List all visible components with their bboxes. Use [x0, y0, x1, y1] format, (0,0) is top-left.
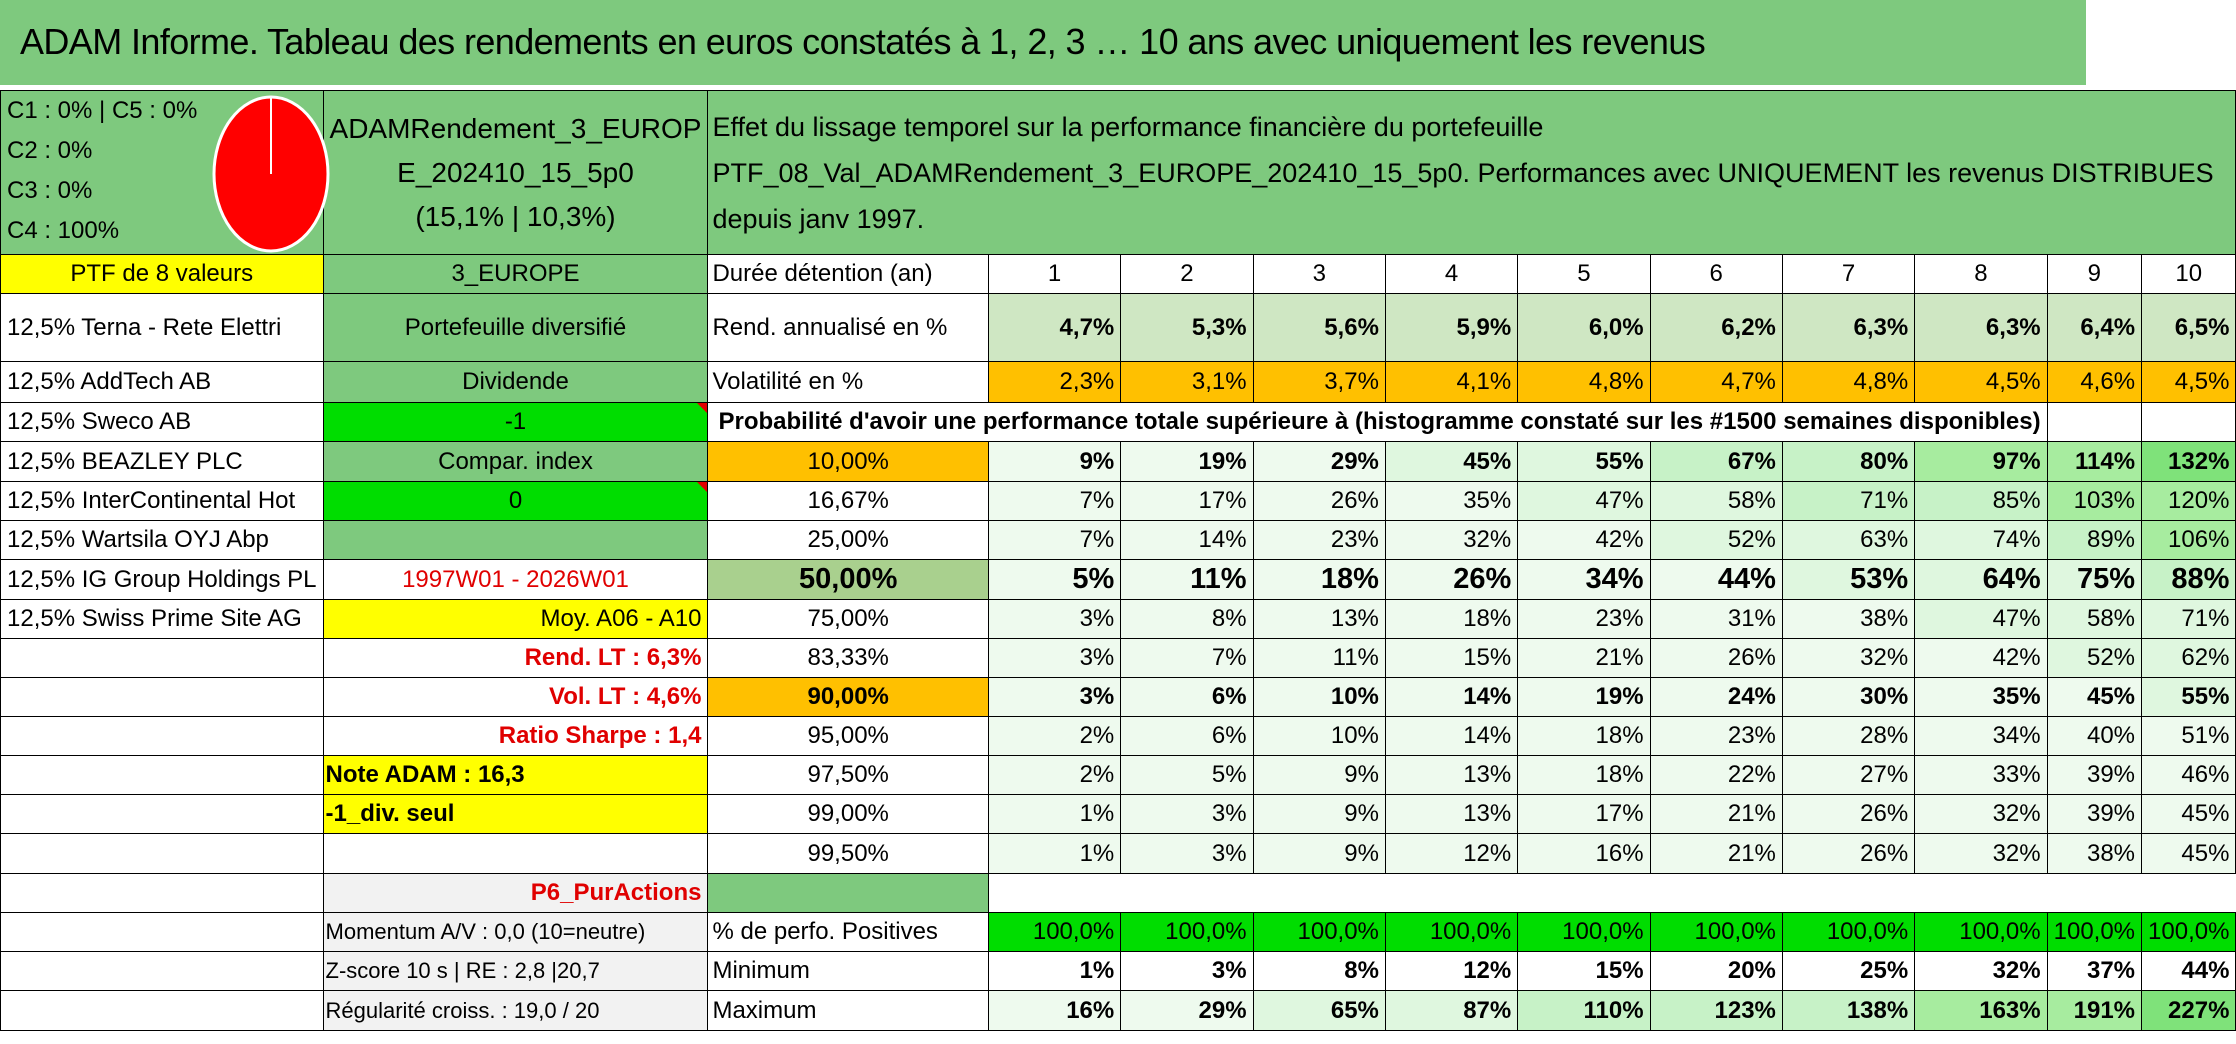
prob-value: 13%: [1385, 756, 1517, 795]
regularite: Régularité croiss. : 19,0 / 20: [323, 991, 708, 1031]
min-value: 44%: [2142, 952, 2236, 991]
param-minus1[interactable]: -1: [323, 403, 708, 442]
prob-value: 10%: [1253, 717, 1385, 756]
vol-label: Volatilité en %: [708, 362, 988, 403]
holding: 12,5% AddTech AB: [1, 362, 324, 403]
zscore: Z-score 10 s | RE : 2,8 |20,7: [323, 952, 708, 991]
prob-value: 132%: [2142, 442, 2236, 482]
description-line2: PTF_08_Val_ADAMRendement_3_EUROPE_202410_15_5p0. Performances avec UNIQUEMENT les revenus DISTRIBUES: [712, 157, 2214, 188]
prob-value: 19%: [1518, 678, 1650, 717]
prob-value: 34%: [1518, 560, 1650, 600]
prob-value: 10%: [1253, 678, 1385, 717]
prob-value: 34%: [1915, 717, 2047, 756]
alloc-c2: C2 : 0%: [7, 137, 93, 164]
portfolio-name-line3: (15,1% | 10,3%): [415, 200, 616, 232]
prob-value: 8%: [1121, 600, 1253, 639]
rend-value: 5,6%: [1253, 294, 1385, 362]
prob-value: 21%: [1518, 639, 1650, 678]
prob-value: 62%: [2142, 639, 2236, 678]
prob-row: [1, 600, 2236, 639]
year-header: 6: [1650, 255, 1782, 294]
prob-value: 28%: [1782, 717, 1914, 756]
portfolio-name-line1: ADAMRendement_3_EUROP: [329, 112, 702, 144]
prob-threshold: 83,33%: [708, 639, 988, 678]
max-value: 29%: [1121, 991, 1253, 1031]
max-value: 227%: [2142, 991, 2236, 1031]
vol-value: 4,8%: [1782, 362, 1914, 403]
empty-cell: [1, 952, 324, 991]
vol-value: 3,1%: [1121, 362, 1253, 403]
moy: Moy. A06 - A10: [323, 600, 708, 639]
prob-value: 46%: [2142, 756, 2236, 795]
prob-value: 24%: [1650, 678, 1782, 717]
prob-value: 103%: [2047, 482, 2141, 521]
prob-value: 40%: [2047, 717, 2141, 756]
min-value: 15%: [1518, 952, 1650, 991]
prob-value: 30%: [1782, 678, 1914, 717]
prob-value: 97%: [1915, 442, 2047, 482]
pos-value: 100,0%: [1650, 913, 1782, 952]
pos-row: [1, 913, 2236, 952]
alloc-c4: C4 : 100%: [7, 217, 120, 244]
prob-threshold: 50,00%: [708, 560, 988, 600]
prob-threshold: 99,00%: [708, 795, 988, 834]
empty-cell: [1, 991, 324, 1031]
min-value: 37%: [2047, 952, 2141, 991]
max-value: 138%: [1782, 991, 1914, 1031]
year-header: 10: [2142, 255, 2236, 294]
prob-value: 51%: [2142, 717, 2236, 756]
prob-value: 18%: [1385, 600, 1517, 639]
allocation-pie-chart: [212, 95, 330, 253]
holding: 12,5% Sweco AB: [1, 403, 324, 442]
compar-index: Compar. index: [323, 442, 708, 482]
min-value: 8%: [1253, 952, 1385, 991]
vol-value: 4,6%: [2047, 362, 2141, 403]
prob-value: 26%: [1650, 639, 1782, 678]
prob-label: Probabilité d'avoir une performance totale supérieure à (histogramme constaté sur les #1500 semaines disponibles): [708, 403, 2047, 442]
prob-value: 114%: [2047, 442, 2141, 482]
year-header: 9: [2047, 255, 2141, 294]
prob-value: 120%: [2142, 482, 2236, 521]
prob-value: 42%: [1915, 639, 2047, 678]
max-value: 163%: [1915, 991, 2047, 1031]
prob-value: 44%: [1650, 560, 1782, 600]
prob-value: 9%: [1253, 834, 1385, 874]
prob-value: 15%: [1385, 639, 1517, 678]
prob-value: 18%: [1253, 560, 1385, 600]
description-line3: depuis janv 1997.: [712, 203, 925, 234]
prob-value: 45%: [1385, 442, 1517, 482]
rend-value: 6,2%: [1650, 294, 1782, 362]
alloc-c3: C3 : 0%: [7, 177, 93, 204]
years-row: [1, 255, 2236, 294]
prob-value: 39%: [2047, 795, 2141, 834]
empty-green-cell: [323, 521, 708, 560]
max-value: 123%: [1650, 991, 1782, 1031]
year-header: 5: [1518, 255, 1650, 294]
vol-value: 4,5%: [1915, 362, 2047, 403]
prob-value: 5%: [988, 560, 1120, 600]
prob-value: 35%: [1385, 482, 1517, 521]
prob-value: 58%: [1650, 482, 1782, 521]
description-cell: [708, 91, 2236, 255]
prob-value: 2%: [988, 756, 1120, 795]
prob-value: 14%: [1385, 678, 1517, 717]
prob-value: 21%: [1650, 795, 1782, 834]
rend-value: 6,5%: [2142, 294, 2236, 362]
max-row: [1, 991, 2236, 1031]
prob-value: 1%: [988, 795, 1120, 834]
prob-value: 42%: [1518, 521, 1650, 560]
prob-value: 63%: [1782, 521, 1914, 560]
prob-value: 21%: [1650, 834, 1782, 874]
empty-cell: [2047, 403, 2141, 442]
prob-threshold: 97,50%: [708, 756, 988, 795]
p6-row: [1, 874, 2236, 913]
prob-value: 88%: [2142, 560, 2236, 600]
prob-value: 1%: [988, 834, 1120, 874]
header-row: [1, 91, 2236, 255]
diversifie: Portefeuille diversifié: [323, 294, 708, 362]
pos-value: 100,0%: [1253, 913, 1385, 952]
prob-value: 45%: [2142, 795, 2236, 834]
prob-value: 38%: [2047, 834, 2141, 874]
prob-value: 19%: [1121, 442, 1253, 482]
prob-value: 32%: [1385, 521, 1517, 560]
region: 3_EUROPE: [323, 255, 708, 294]
portfolio-name-line2: E_202410_15_5p0: [397, 156, 634, 188]
prob-value: 18%: [1518, 756, 1650, 795]
year-header: 3: [1253, 255, 1385, 294]
year-header: 4: [1385, 255, 1517, 294]
prob-value: 80%: [1782, 442, 1914, 482]
min-value: 12%: [1385, 952, 1517, 991]
prob-value: 47%: [1915, 600, 2047, 639]
prob-threshold: 16,67%: [708, 482, 988, 521]
pos-value: 100,0%: [1915, 913, 2047, 952]
prob-value: 58%: [2047, 600, 2141, 639]
prob-value: 13%: [1253, 600, 1385, 639]
pos-value: 100,0%: [1518, 913, 1650, 952]
max-value: 191%: [2047, 991, 2141, 1031]
rend-value: 6,3%: [1915, 294, 2047, 362]
prob-row: [1, 834, 2236, 874]
prob-value: 85%: [1915, 482, 2047, 521]
prob-value: 45%: [2142, 834, 2236, 874]
year-header: 7: [1782, 255, 1914, 294]
prob-value: 11%: [1253, 639, 1385, 678]
vol-value: 4,7%: [1650, 362, 1782, 403]
prob-value: 22%: [1650, 756, 1782, 795]
prob-row: [1, 678, 2236, 717]
prob-row: [1, 442, 2236, 482]
empty-green-cell: [708, 874, 988, 913]
prob-value: 26%: [1782, 795, 1914, 834]
prob-value: 18%: [1518, 717, 1650, 756]
max-label: Maximum: [708, 991, 988, 1031]
prob-value: 31%: [1650, 600, 1782, 639]
prob-value: 74%: [1915, 521, 2047, 560]
prob-threshold: 25,00%: [708, 521, 988, 560]
prob-value: 52%: [2047, 639, 2141, 678]
vol-value: 2,3%: [988, 362, 1120, 403]
description-line1: Effet du lissage temporel sur la performance financière du portefeuille: [712, 111, 1544, 142]
rend-value: 5,3%: [1121, 294, 1253, 362]
min-value: 32%: [1915, 952, 2047, 991]
prob-row-median: [1, 560, 2236, 600]
vol-row: [1, 362, 2236, 403]
dividende: Dividende: [323, 362, 708, 403]
prob-value: 55%: [1518, 442, 1650, 482]
prob-value: 27%: [1782, 756, 1914, 795]
prob-value: 23%: [1253, 521, 1385, 560]
prob-value: 5%: [1121, 756, 1253, 795]
prob-threshold: 10,00%: [708, 442, 988, 482]
report-table: [0, 90, 2236, 1031]
prob-header-row: [1, 403, 2236, 442]
prob-value: 12%: [1385, 834, 1517, 874]
prob-value: 9%: [1253, 795, 1385, 834]
prob-value: 32%: [1915, 795, 2047, 834]
holding: 12,5% InterContinental Hot: [1, 482, 324, 521]
page-title: ADAM Informe. Tableau des rendements en euros constatés à 1, 2, 3 … 10 ans avec uniquement les revenus: [20, 21, 1706, 62]
prob-value: 64%: [1915, 560, 2047, 600]
title-bar: [0, 0, 2086, 85]
prob-row: [1, 717, 2236, 756]
prob-value: 47%: [1518, 482, 1650, 521]
param-zero[interactable]: 0: [323, 482, 708, 521]
duree-label: Durée détention (an): [708, 255, 988, 294]
prob-value: 35%: [1915, 678, 2047, 717]
prob-threshold: 95,00%: [708, 717, 988, 756]
note-adam: Note ADAM : 16,3: [323, 756, 708, 795]
prob-row: [1, 521, 2236, 560]
prob-value: 9%: [988, 442, 1120, 482]
prob-value: 29%: [1253, 442, 1385, 482]
empty-cell: [2142, 403, 2236, 442]
empty-cell: [1, 795, 324, 834]
pos-value: 100,0%: [1782, 913, 1914, 952]
min-value: 20%: [1650, 952, 1782, 991]
vol-lt: Vol. LT : 4,6%: [323, 678, 708, 717]
prob-value: 32%: [1782, 639, 1914, 678]
empty-cell: [1, 717, 324, 756]
prob-value: 3%: [988, 600, 1120, 639]
prob-value: 3%: [988, 639, 1120, 678]
prob-value: 7%: [1121, 639, 1253, 678]
prob-value: 9%: [1253, 756, 1385, 795]
holding: 12,5% Terna - Rete Elettri: [1, 294, 324, 362]
pos-value: 100,0%: [1121, 913, 1253, 952]
vol-value: 4,1%: [1385, 362, 1517, 403]
prob-value: 6%: [1121, 678, 1253, 717]
prob-value: 17%: [1518, 795, 1650, 834]
max-value: 16%: [988, 991, 1120, 1031]
prob-value: 2%: [988, 717, 1120, 756]
rend-value: 6,4%: [2047, 294, 2141, 362]
prob-value: 16%: [1518, 834, 1650, 874]
prob-value: 75%: [2047, 560, 2141, 600]
year-header: 2: [1121, 255, 1253, 294]
min-value: 1%: [988, 952, 1120, 991]
prob-value: 26%: [1782, 834, 1914, 874]
rend-row: [1, 294, 2236, 362]
rend-value: 5,9%: [1385, 294, 1517, 362]
prob-value: 13%: [1385, 795, 1517, 834]
prob-row: [1, 639, 2236, 678]
min-value: 25%: [1782, 952, 1914, 991]
rend-label: Rend. annualisé en %: [708, 294, 988, 362]
holding: 12,5% BEAZLEY PLC: [1, 442, 324, 482]
empty-cell: [1, 913, 324, 952]
prob-value: 71%: [2142, 600, 2236, 639]
prob-value: 26%: [1385, 560, 1517, 600]
empty-cell: [988, 874, 2236, 913]
prob-value: 89%: [2047, 521, 2141, 560]
empty-cell: [1, 639, 324, 678]
year-header: 8: [1915, 255, 2047, 294]
pos-label: % de perfo. Positives: [708, 913, 988, 952]
empty-cell: [1, 678, 324, 717]
holding: 12,5% IG Group Holdings PL: [1, 560, 324, 600]
prob-threshold: 99,50%: [708, 834, 988, 874]
momentum: Momentum A/V : 0,0 (10=neutre): [323, 913, 708, 952]
vol-value: 4,8%: [1518, 362, 1650, 403]
prob-row: [1, 756, 2236, 795]
vol-value: 3,7%: [1253, 362, 1385, 403]
pos-value: 100,0%: [988, 913, 1120, 952]
max-value: 65%: [1253, 991, 1385, 1031]
prob-value: 106%: [2142, 521, 2236, 560]
prob-value: 39%: [2047, 756, 2141, 795]
min-label: Minimum: [708, 952, 988, 991]
year-header: 1: [988, 255, 1120, 294]
prob-value: 52%: [1650, 521, 1782, 560]
prob-row: [1, 795, 2236, 834]
empty-cell: [1, 756, 324, 795]
prob-value: 3%: [1121, 834, 1253, 874]
max-value: 87%: [1385, 991, 1517, 1031]
holding: 12,5% Swiss Prime Site AG: [1, 600, 324, 639]
pos-value: 100,0%: [2047, 913, 2141, 952]
div-seul: -1_div. seul: [323, 795, 708, 834]
prob-value: 3%: [988, 678, 1120, 717]
ptf-count: PTF de 8 valeurs: [1, 255, 324, 294]
prob-value: 71%: [1782, 482, 1914, 521]
portfolio-name-cell: [323, 91, 708, 255]
prob-value: 7%: [988, 521, 1120, 560]
holding: 12,5% Wartsila OYJ Abp: [1, 521, 324, 560]
empty-cell: [1, 874, 324, 913]
min-value: 3%: [1121, 952, 1253, 991]
prob-value: 14%: [1385, 717, 1517, 756]
sharpe: Ratio Sharpe : 1,4: [323, 717, 708, 756]
prob-value: 33%: [1915, 756, 2047, 795]
prob-value: 67%: [1650, 442, 1782, 482]
max-value: 110%: [1518, 991, 1650, 1031]
prob-value: 6%: [1121, 717, 1253, 756]
rend-lt: Rend. LT : 6,3%: [323, 639, 708, 678]
prob-value: 53%: [1782, 560, 1914, 600]
vol-value: 4,5%: [2142, 362, 2236, 403]
prob-value: 45%: [2047, 678, 2141, 717]
prob-value: 55%: [2142, 678, 2236, 717]
pos-value: 100,0%: [2142, 913, 2236, 952]
rend-value: 6,3%: [1782, 294, 1914, 362]
prob-value: 11%: [1121, 560, 1253, 600]
prob-value: 3%: [1121, 795, 1253, 834]
prob-threshold: 75,00%: [708, 600, 988, 639]
rend-value: 6,0%: [1518, 294, 1650, 362]
prob-value: 23%: [1650, 717, 1782, 756]
prob-threshold: 90,00%: [708, 678, 988, 717]
p6: P6_PurActions: [323, 874, 708, 913]
prob-value: 26%: [1253, 482, 1385, 521]
empty-cell: [323, 834, 708, 874]
prob-value: 7%: [988, 482, 1120, 521]
prob-value: 14%: [1121, 521, 1253, 560]
prob-value: 23%: [1518, 600, 1650, 639]
prob-value: 17%: [1121, 482, 1253, 521]
empty-cell: [1, 834, 324, 874]
prob-row: [1, 482, 2236, 521]
prob-value: 32%: [1915, 834, 2047, 874]
period: 1997W01 - 2026W01: [323, 560, 708, 600]
prob-value: 38%: [1782, 600, 1914, 639]
pos-value: 100,0%: [1385, 913, 1517, 952]
min-row: [1, 952, 2236, 991]
alloc-c1c5: C1 : 0% | C5 : 0%: [7, 97, 198, 124]
rend-value: 4,7%: [988, 294, 1120, 362]
